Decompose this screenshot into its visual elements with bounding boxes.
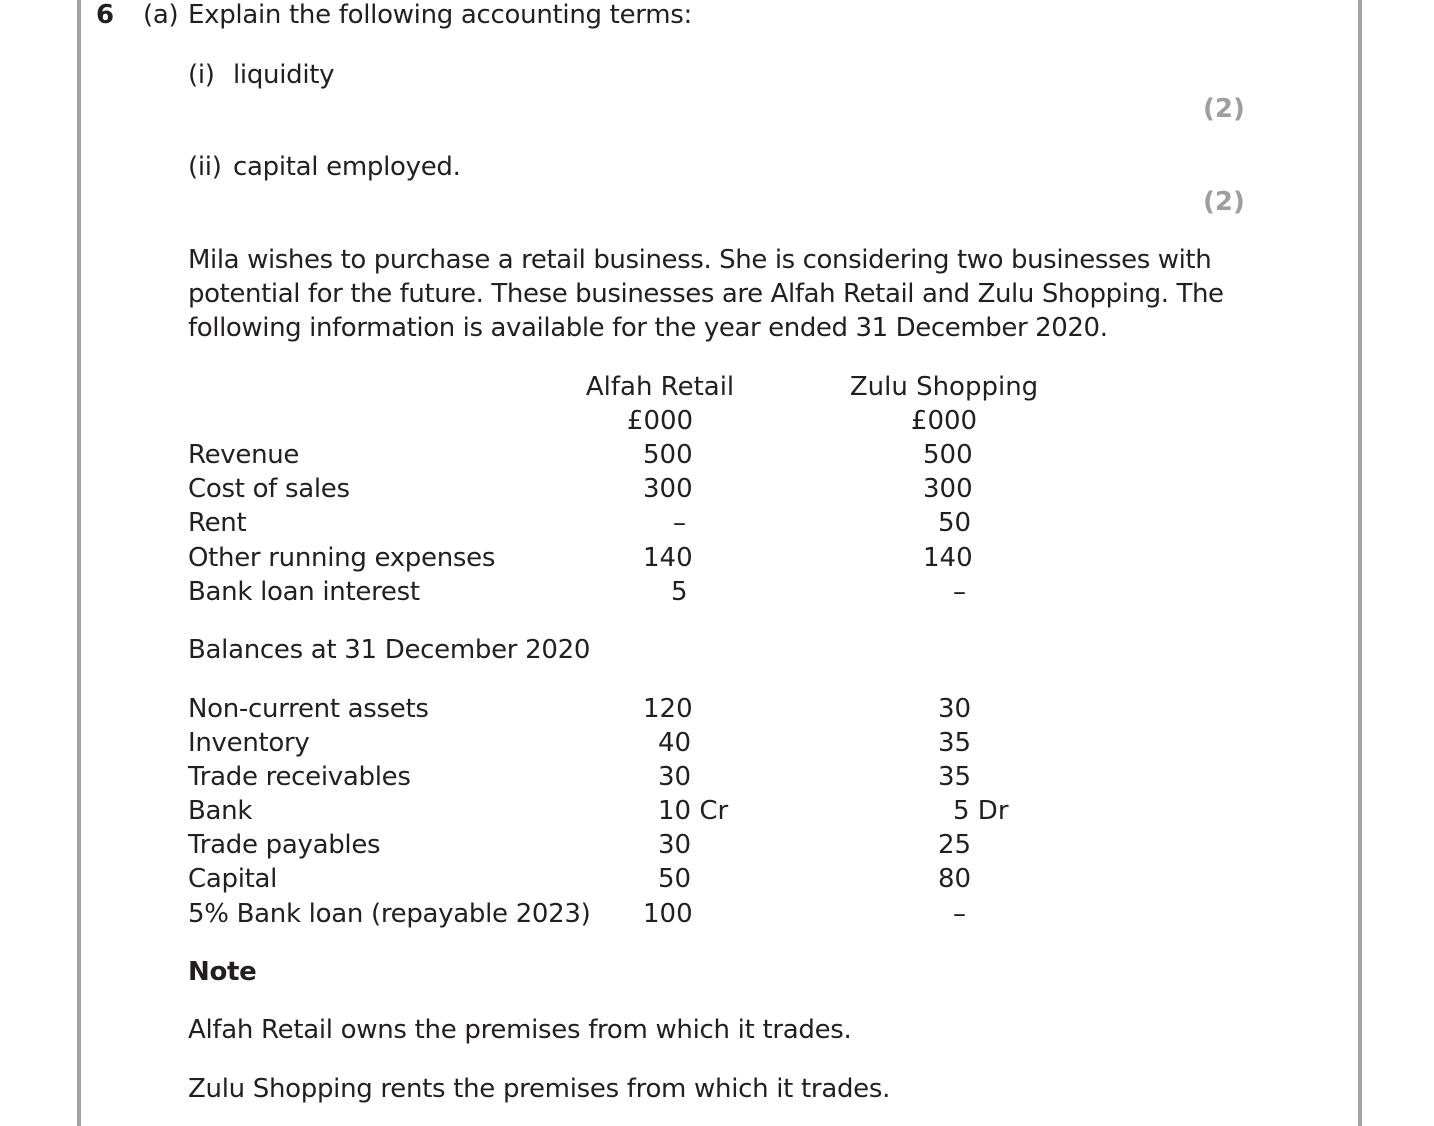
part-a-label: (a)	[143, 0, 179, 30]
item-i-label: (i)	[188, 60, 215, 90]
cell-zulu-non-current-assets: 30	[938, 694, 972, 724]
cell-zulu-trade-payables: 25	[938, 830, 972, 860]
row-label-cost-of-sales: Cost of sales	[188, 474, 350, 504]
col-unit-alfah: £000	[626, 406, 694, 436]
balances-heading: Balances at 31 December 2020	[188, 635, 591, 665]
cell-alfah-inventory: 40	[658, 728, 692, 758]
col-header-alfah: Alfah Retail	[585, 372, 735, 402]
item-i-marks: (2)	[1203, 94, 1245, 124]
intro-line: Mila wishes to purchase a retail business. She is considering two businesses with	[188, 245, 1212, 275]
cell-zulu-capital: 80	[938, 864, 972, 894]
question-number: 6	[96, 0, 115, 30]
cell-alfah-bank: 10 Cr	[658, 796, 729, 826]
cell-alfah-non-current-assets: 120	[643, 694, 693, 724]
right-margin-rule	[1358, 0, 1362, 1126]
item-ii-term: capital employed.	[233, 152, 461, 182]
cell-alfah-trade-receivables: 30	[658, 762, 692, 792]
row-label-bank: Bank	[188, 796, 253, 826]
cell-alfah-revenue: 500	[643, 440, 693, 470]
item-i-term: liquidity	[233, 60, 335, 90]
row-label-bank-loan-interest: Bank loan interest	[188, 577, 420, 607]
col-unit-zulu: £000	[910, 406, 978, 436]
cell-zulu-rent: 50	[938, 508, 972, 538]
cell-alfah-cost-of-sales: 300	[643, 474, 693, 504]
cell-zulu-revenue: 500	[923, 440, 973, 470]
cell-zulu-cost-of-sales: 300	[923, 474, 973, 504]
cell-alfah-rent: –	[673, 508, 686, 538]
row-label-inventory: Inventory	[188, 728, 310, 758]
row-label-rent: Rent	[188, 508, 247, 538]
cell-zulu-other-running-expenses: 140	[923, 543, 973, 573]
row-label-trade-receivables: Trade receivables	[188, 762, 411, 792]
row-label-trade-payables: Trade payables	[188, 830, 381, 860]
note-line: Zulu Shopping rents the premises from which it trades.	[188, 1074, 891, 1104]
item-ii-label: (ii)	[188, 152, 222, 182]
left-margin-rule	[77, 0, 81, 1126]
cell-zulu-bank: 5 Dr	[953, 796, 1009, 826]
row-label-revenue: Revenue	[188, 440, 300, 470]
cell-zulu-inventory: 35	[938, 728, 972, 758]
cell-alfah-bank-loan-interest: 5	[671, 577, 688, 607]
note-heading: Note	[188, 957, 257, 987]
cell-zulu-bank-loan: –	[953, 899, 966, 929]
row-label-non-current-assets: Non-current assets	[188, 694, 429, 724]
cell-alfah-other-running-expenses: 140	[643, 543, 693, 573]
cell-alfah-bank-loan: 100	[643, 899, 693, 929]
cell-alfah-capital: 50	[658, 864, 692, 894]
row-label-other-running-expenses: Other running expenses	[188, 543, 496, 573]
cell-zulu-trade-receivables: 35	[938, 762, 972, 792]
cell-zulu-bank-loan-interest: –	[953, 577, 966, 607]
intro-line: potential for the future. These businesses are Alfah Retail and Zulu Shopping. The	[188, 279, 1224, 309]
col-header-zulu: Zulu Shopping	[849, 372, 1039, 402]
note-line: Alfah Retail owns the premises from which it trades.	[188, 1015, 852, 1045]
cell-alfah-trade-payables: 30	[658, 830, 692, 860]
row-label-capital: Capital	[188, 864, 278, 894]
intro-paragraph	[188, 243, 1224, 345]
row-label-bank-loan: 5% Bank loan (repayable 2023)	[188, 899, 591, 929]
part-a-instruction: Explain the following accounting terms:	[188, 0, 692, 30]
intro-line: following information is available for the year ended 31 December 2020.	[188, 313, 1108, 343]
item-ii-marks: (2)	[1203, 187, 1245, 217]
